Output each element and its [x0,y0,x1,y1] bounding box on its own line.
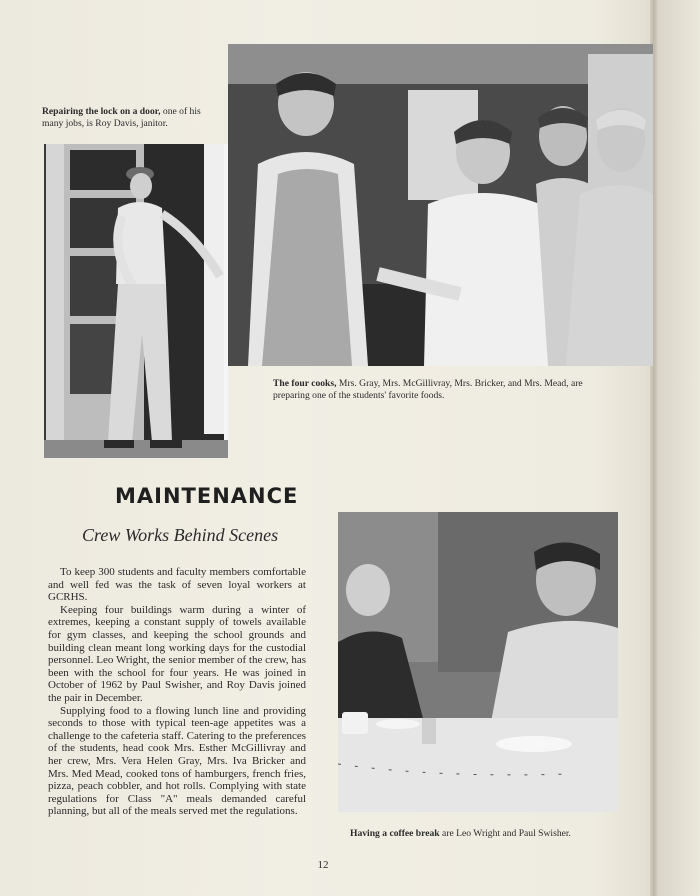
janitor-photo-art [44,144,228,458]
caption-coffee-lead: Having a coffee break [350,828,440,839]
photo-coffee-break [338,512,618,812]
article-body [48,566,306,818]
caption-cooks [273,378,613,402]
article-paragraph: Keeping four buildings warm during a winter of extremes, keeping a constant supply of towels available for gym classes, and keeping the school grounds and building clean meant long working days for the custodial personnel. Leo Wright, the senior member of the crew, has been with the school for four years. He was joined in October of 1962 by Paul Swisher, and Roy Davis joined the pair in December. [48,603,306,704]
caption-cooks-text: Mrs. Gray, Mrs. McGillivray, Mrs. Bricker, and Mrs. Mead, are preparing one of the students' favorite foods. [273,378,583,401]
caption-coffee [350,828,620,840]
article-paragraph: To keep 300 students and faculty members comfortable and well fed was the task of seven loyal workers at GCRHS. [48,566,306,604]
caption-janitor-lead: Repairing the lock on a door, [42,106,161,117]
coffee-photo-art [338,512,618,812]
photo-four-cooks [228,44,653,366]
article-subhead: Crew Works Behind Scenes [82,525,279,545]
caption-cooks-lead: The four cooks, [273,378,337,389]
page-number: 12 [317,859,329,871]
caption-janitor-text: one of his many jobs, is Roy Davis, janitor. [42,106,201,129]
cooks-photo-art [228,44,653,366]
article-paragraph: Supplying food to a flowing lunch line and providing seconds to those with typical teen-age appetites was a challenge to the cafeteria staff. Catering to the preferences of the students, head cook Mrs. Esther McGillivray and her crew, Mrs. Vera Helen Gray, Mrs. Iva Bricker and Mrs. Med Mead, cooked tons of hamburgers, french fries, pizza, peach cobbler, and hot rolls. Complying with state regulations for Class "A" meals demanded careful planning, but all of the meals served met the regulations. [48,704,306,818]
caption-janitor [42,106,222,130]
photo-janitor-repairing-lock [44,144,228,458]
article-headline: MAINTENANCE [115,484,299,508]
caption-coffee-text: are Leo Wright and Paul Swisher. [439,828,571,839]
